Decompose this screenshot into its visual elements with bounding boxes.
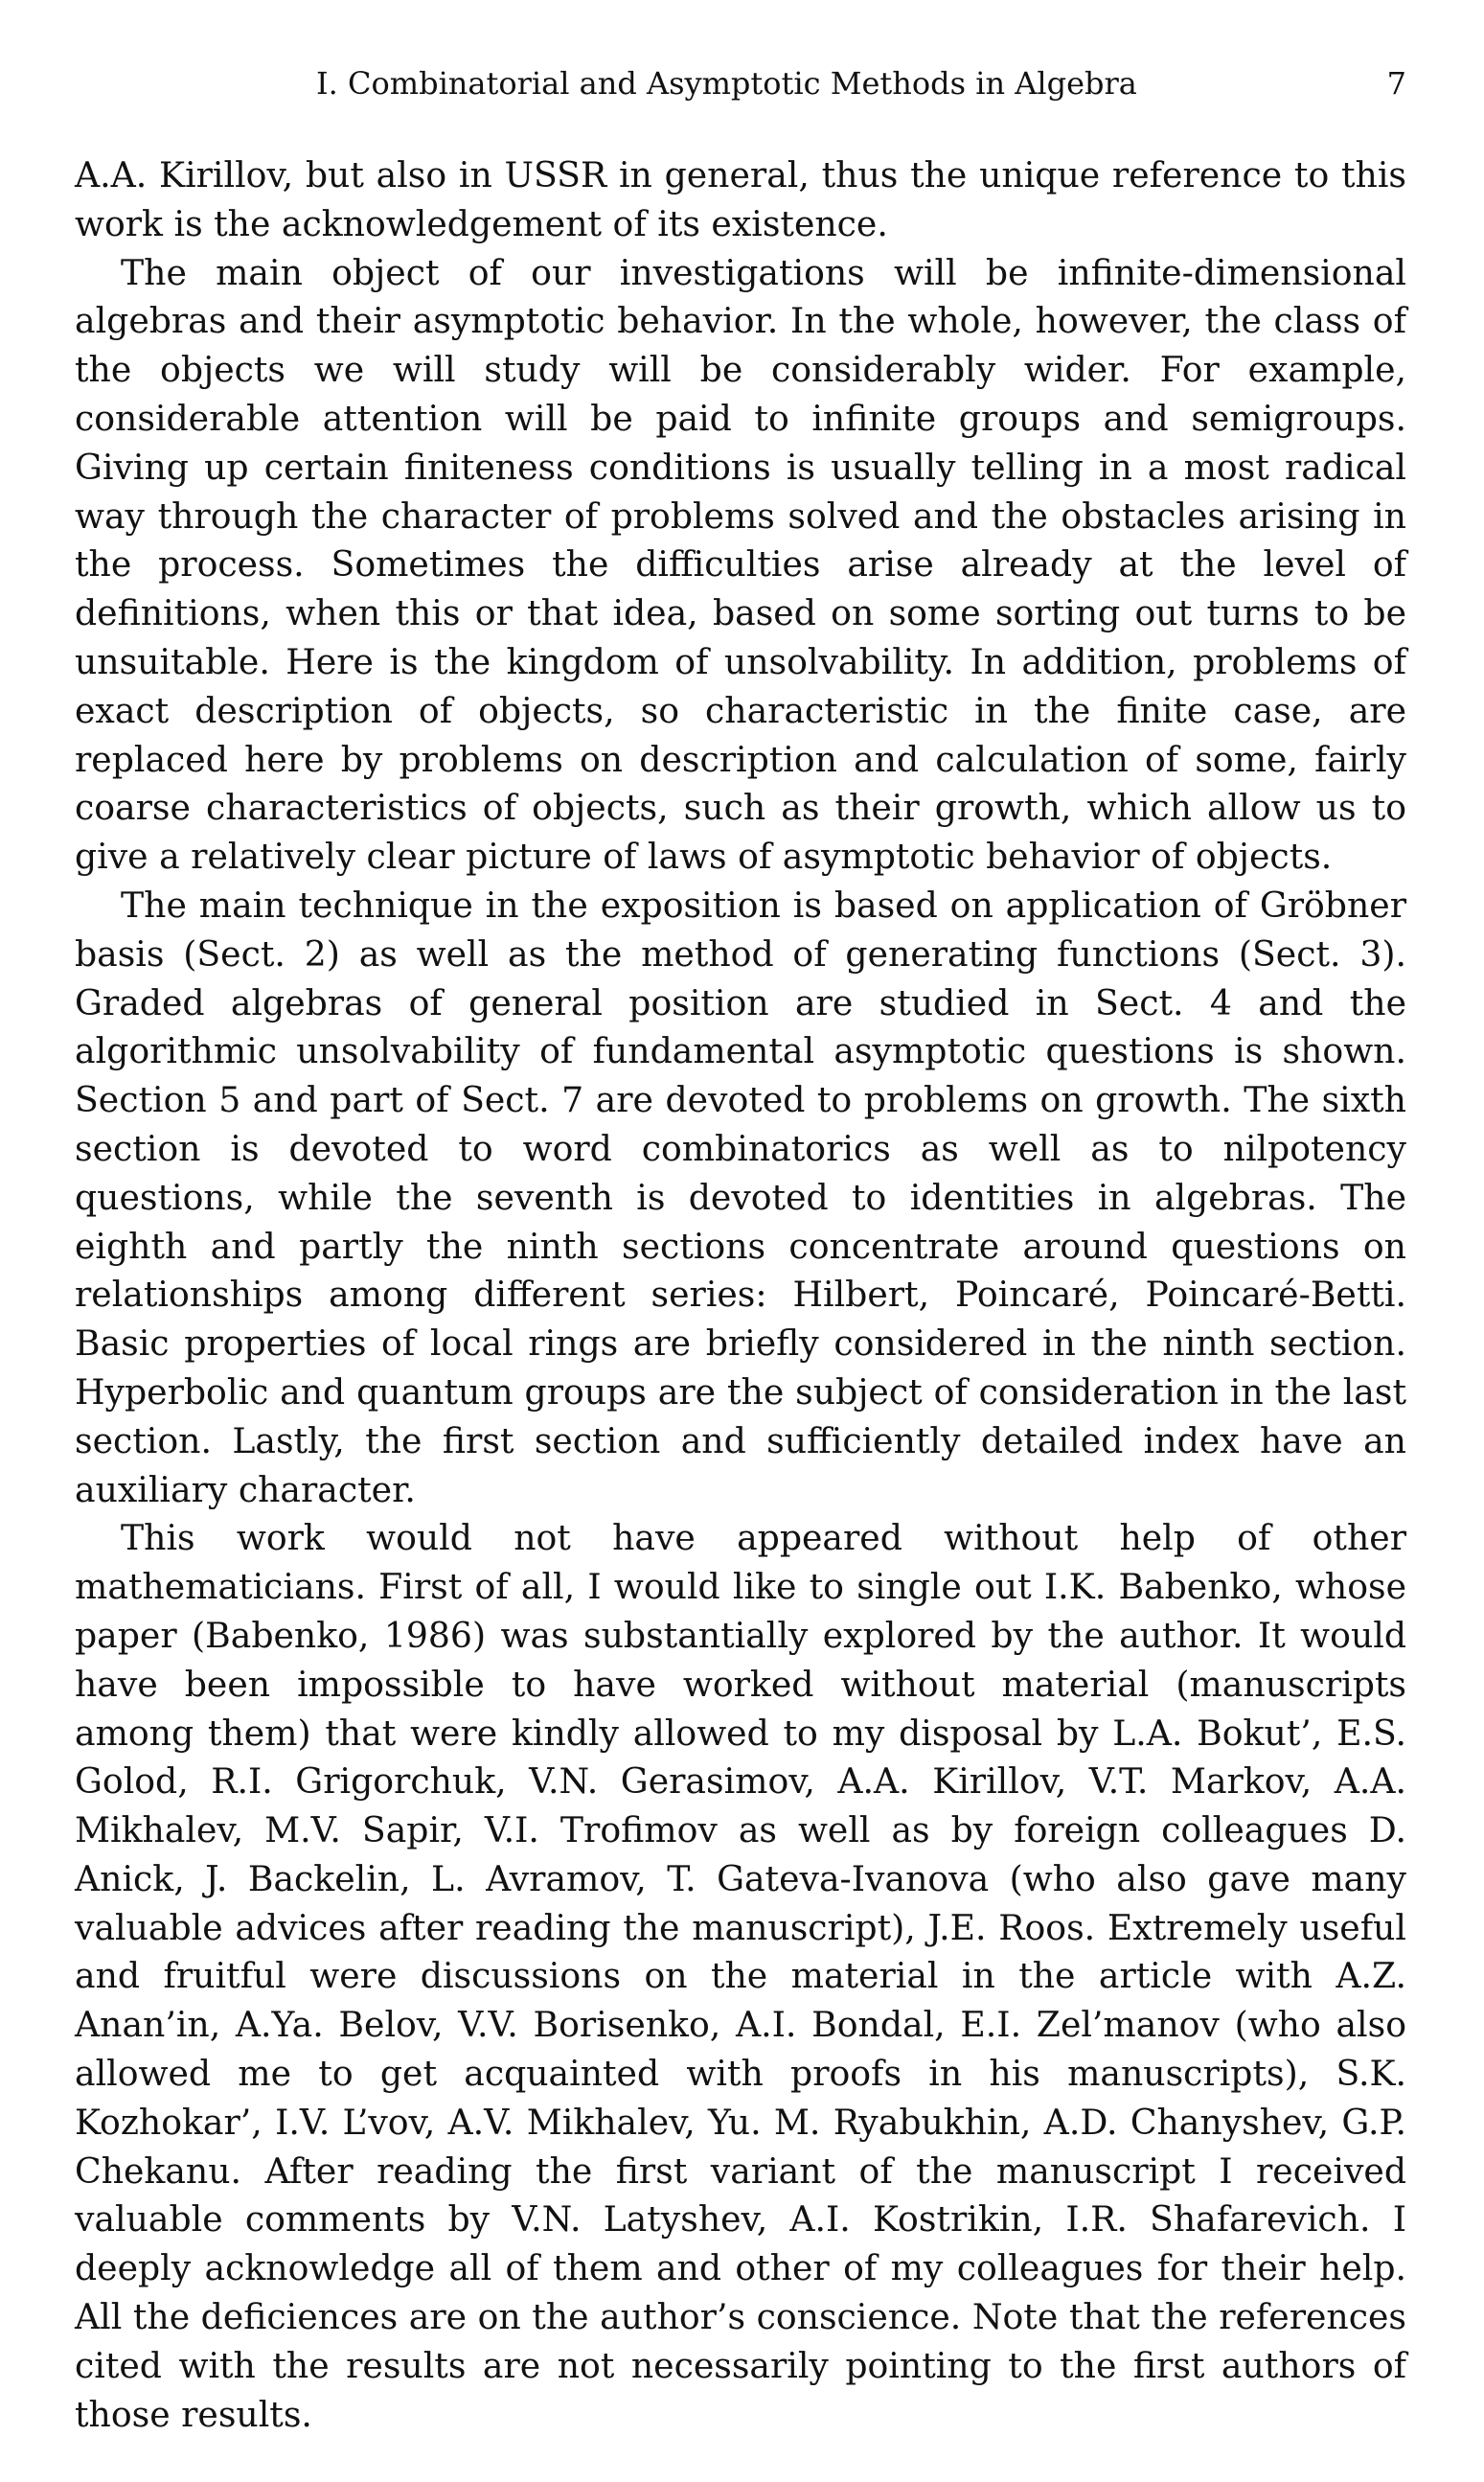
- paragraph-acknowledgements: This work would not have appeared without help of other mathematicians. First of all, I would like to single out I.K. Babenko, whose paper (Babenko, 1986) was substantially explored by the author. It would have been impossible to have worked without material (manuscripts among them) that were kindly allowed to my disposal by L.A. Bokut’, E.S. Golod, R.I. Grigorchuk, V.N. Gerasimov, A.A. Kirillov, V.T. Markov, A.A. Mikhalev, M.V. Sapir, V.I. Trofimov as well as by foreign colleagues D. Anick, J. Backelin, L. Avramov, T. Gateva-Ivanova (who also gave many valuable advices after reading the manuscript), J.E. Roos. Extremely useful and fruitful were discussions on the material in the article with A.Z. Anan’in, A.Ya. Belov, V.V. Borisenko, A.I. Bondal, E.I. Zel’manov (who also allowed me to get acquainted with proofs in his manuscripts), S.K. Kozhokar’, I.V. L’vov, A.V. Mikhalev, Yu. M. Ryabukhin, A.D. Chanyshev, G.P. Chekanu. After reading the first variant of the manuscript I received valuable comments by V.N. Latyshev, A.I. Kostrikin, I.R. Shafarevich. I deeply acknowledge all of them and other of my colleagues for their help. All the deficiences are on the author’s conscience. Note that the references cited with the results are not necessarily pointing to the first authors of those results.: [75, 1517, 1406, 2435]
- paragraph-continuation: A.A. Kirillov, but also in USSR in general, thus the unique reference to this work is the acknowledgement of its existence.: [75, 154, 1406, 244]
- page-number: 7: [1386, 65, 1406, 102]
- paragraph-main-technique: The main technique in the exposition is based on application of Gröbner basis (Sect. 2) as well as the method of generating functions (Sect. 3). Graded algebras of general position are studied in Sect. 4 and the algorithmic unsolvability of fundamental asymptotic questions is shown. Section 5 and part of Sect. 7 are devoted to problems on growth. The sixth section is devoted to word combinatorics as well as to nilpotency questions, while the seventh is devoted to identities in algebras. The eighth and partly the ninth sections concentrate around questions on relationships among different series: Hilbert, Poincaré, Poincaré-Betti. Basic properties of local rings are briefly considered in the ninth section. Hyperbolic and quantum groups are the subject of consideration in the last section. Lastly, the first section and sufficiently detailed index have an auxiliary character.: [75, 884, 1406, 1510]
- running-head: [75, 59, 1406, 107]
- running-title: I. Combinatorial and Asymptotic Methods in Algebra: [316, 65, 1137, 102]
- body-text: [75, 151, 1406, 2439]
- paragraph-main-object: The main object of our investigations will be infinite-dimensional algebras and their asymptotic behavior. In the whole, however, the class of the objects we will study will be considerably wider. For example, considerable attention will be paid to infinite groups and semigroups. Giving up certain finiteness conditions is usually telling in a most radical way through the character of problems solved and the obstacles arising in the process. Sometimes the difficulties arise already at the level of definitions, when this or that idea, based on some sorting out turns to be unsuitable. Here is the kingdom of unsolvability. In addition, problems of exact description of objects, so characteristic in the finite case, are replaced here by problems on description and calculation of some, fairly coarse characteristics of objects, such as their growth, which allow us to give a relatively clear picture of laws of asymptotic behavior of objects.: [75, 251, 1406, 878]
